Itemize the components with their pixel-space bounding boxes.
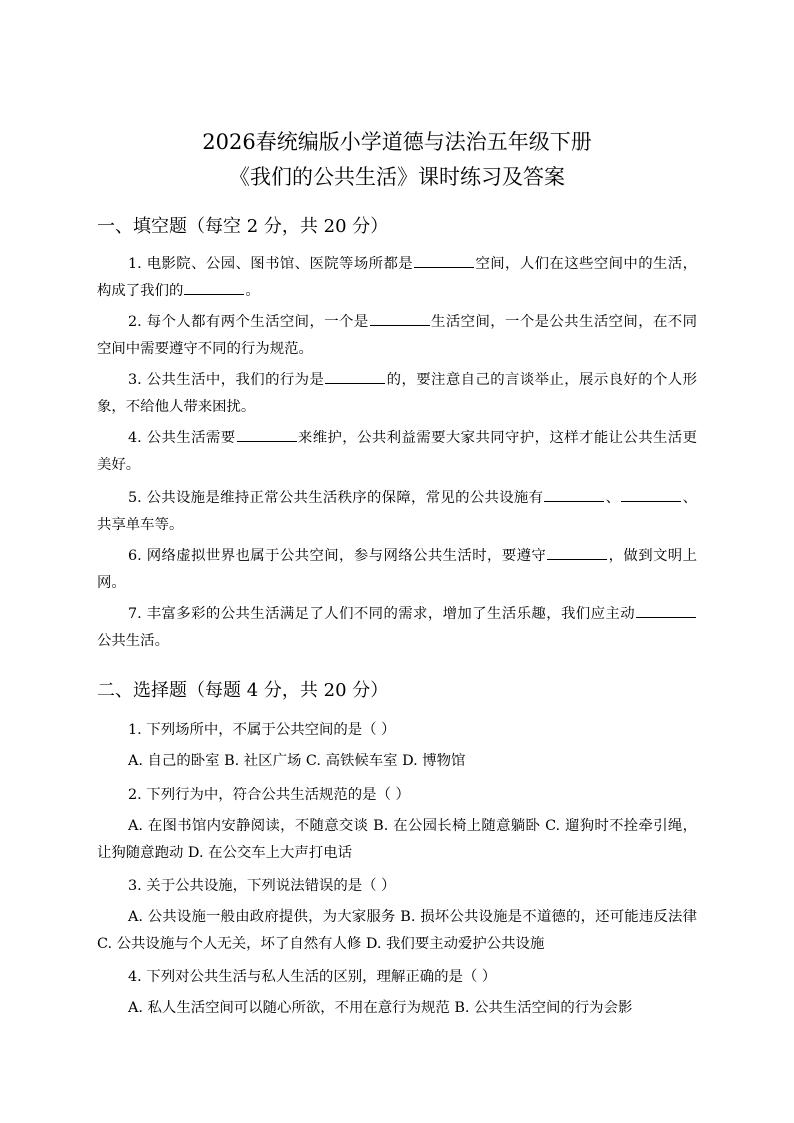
answer-blank — [370, 324, 430, 326]
section-heading-multiple-choice: 二、选择题（每题 4 分，共 20 分） — [97, 680, 389, 701]
answer-blank — [547, 558, 607, 560]
answer-blank — [184, 293, 244, 295]
fill-question-4: 4. 公共生活需要 来维护，公共利益需要大家共同守护，这样才能让公共生活更美好。 — [97, 430, 697, 473]
choice-question-4-stem: 4. 下列对公共生活与私人生活的区别，理解正确的是（ ） — [128, 969, 497, 985]
answer-blank — [414, 266, 474, 268]
answer-blank — [237, 440, 297, 442]
choice-question-3-stem: 3. 关于公共设施，下列说法错误的是（ ） — [128, 878, 396, 894]
fill-question-3: 3. 公共生活中，我们的行为是 的，要注意自己的言谈举止，展示良好的个人形象，不给他人带来困扰。 — [97, 372, 697, 415]
choice-question-2-stem: 2. 下列行为中，符合公共生活规范的是（ ） — [128, 787, 410, 803]
fill-question-5: 5. 公共设施是维持正常公共生活秩序的保障，常见的公共设施有 、 、共享单车等。 — [97, 490, 697, 533]
answer-blank — [636, 616, 696, 618]
fill-question-6: 6. 网络虚拟世界也属于公共空间，参与网络公共生活时，要遵守 ，做到文明上网。 — [97, 548, 697, 591]
answer-blank — [544, 500, 604, 502]
fill-question-2: 2. 每个人都有两个生活空间，一个是 生活空间，一个是公共生活空间，在不同空间中需要遵守不同的行为规范。 — [97, 314, 697, 357]
answer-blank — [325, 382, 385, 384]
fill-question-1: 1. 电影院、公园、图书馆、医院等场所都是 空间，人们在这些空间中的生活，构成了我们的 。 — [97, 256, 697, 299]
choice-question-1-stem: 1. 下列场所中，不属于公共空间的是（ ） — [128, 722, 396, 738]
answer-blank — [621, 500, 681, 502]
choice-question-2-options: A. 在图书馆内安静阅读，不随意交谈 B. 在公园长椅上随意躺卧 C. 遛狗时不拴牵引绳，让狗随意跑动 D. 在公交车上大声打电话 — [97, 818, 697, 861]
document-subtitle: 《我们的公共生活》课时练习及答案 — [229, 165, 565, 189]
fill-question-7: 7. 丰富多彩的公共生活满足了人们不同的需求，增加了生活乐趣，我们应主动公共生活。 — [97, 601, 697, 655]
section-heading-fill-blank: 一、填空题（每空 2 分，共 20 分） — [97, 216, 389, 237]
document-title: 2026春统编版小学道德与法治五年级下册 — [202, 130, 592, 154]
choice-question-4-options: A. 私人生活空间可以随心所欲，不用在意行为规范 B. 公共生活空间的行为会影 — [128, 1000, 633, 1016]
choice-question-1-options: A. 自己的卧室 B. 社区广场 C. 高铁候车室 D. 博物馆 — [128, 753, 466, 769]
choice-question-3-options: A. 公共设施一般由政府提供，为大家服务 B. 损坏公共设施是不道德的，还可能违反法律 C. 公共设施与个人无关，坏了自然有人修 D. 我们要主动爱护公共设施 — [97, 909, 697, 952]
